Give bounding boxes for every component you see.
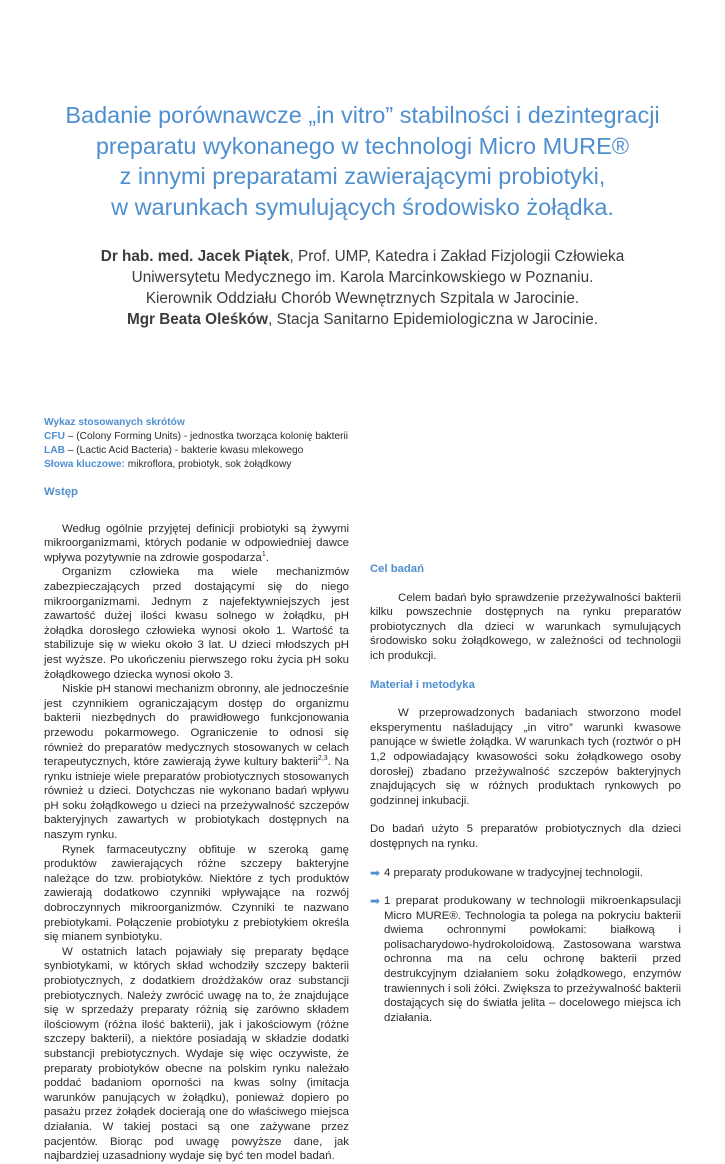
- author1-line: [20, 246, 705, 267]
- bullet-item: [370, 866, 681, 881]
- intro-p1-text: Według ogólnie przyjętej definicji probiotyki są żywymi mikroorganizmami, których podanie w odpowiedniej dawce wpływa pozytywnie na zdrowie gospodarza: [44, 522, 349, 564]
- intro-p3-ref: 2,3: [317, 755, 328, 763]
- author2-name: Mgr Beata Oleśków: [126, 311, 269, 328]
- author1-name: Dr hab. med. Jacek Piątek: [100, 248, 290, 265]
- affiliation-line-2: Uniwersytetu Medycznego im. Karola Marcinkowskiego w Poznaniu.: [131, 269, 594, 286]
- bullet-text: 4 preparaty produkowane w tradycyjnej technologii.: [384, 866, 643, 879]
- section-heading-intro: Wstęp: [44, 486, 78, 498]
- authors-block: [20, 246, 705, 330]
- intro-paragraph-4: Rynek farmaceutyczny obfituje w szeroką gamę produktów zawierających różne szczepy bakteryjne należące do tzw. probiotyków. Niektóre z tych produktów zawierają dodatkowo czynniki wpływające na rozwój dobroczynnych mikroorganizmów. Czynniki te nazwano prebiotykami. Połączenie probiotyku z prebiotykiem określa się mianem synbiotyku.: [44, 843, 349, 944]
- methods-paragraph-1: W przeprowadzonych badaniach stworzono model eksperymentu naśladujący „in vitro” warunki kwasowe panujące w świetle żołądka. W warunkach tych (roztwór o pH 1,2 odpowiadający kwasowości soku żołądkowego osoby dorosłej) zbadano przeżywalność szczepów bakteryjnych znajdujących się w różnych produktach rynkowych po godzinnej inkubacji.: [370, 707, 681, 807]
- article-title: [30, 100, 695, 222]
- intro-paragraph-3: [44, 682, 349, 843]
- author2-affiliation: , Stacja Sanitarno Epidemiologiczna w Jarocinie.: [268, 311, 599, 328]
- intro-paragraph-5: W ostatnich latach pojawiały się preparaty będące synbiotykami, w których skład wchodziły szczepy bakterii probiotycznych, z dodatkiem drożdżaków oraz substancji prebiotycznych. Należy zwrócić uwagę na to, że znajdujące się w sprzedaży preparaty różnią się zarówno składem ilościowym (różna ilość bakterii), jak i jakościowym (różne szczepy bakterii), a niektóre posiadają w składzie dodatki substancji prebiotycznych. Wydaje się więc oczywiste, że preparaty probiotyków obecne na polskim rynku należało poddać badaniom oporności na kwas solny (imitacja warunków panujących w żołądku), ponieważ dopiero po pasażu przez żołądek docierają one do właściwego miejsca działania. W takiej postaci są one zażywane przez pacjentów. Biorąc pod uwagę powyższe dane, jak najbardziej uzasadniony wydaje się być ten model badań.: [44, 945, 349, 1163]
- aim-paragraph: Celem badań było sprawdzenie przeżywalności bakterii kilku powszechnie dostępnych na rynku preparatów probiotycznych dla dzieci w warunkach symulujących środowisko soku żołądkowego, w zależności od technologii ich produkcji.: [370, 591, 681, 662]
- intro-paragraph-1: [44, 522, 349, 566]
- affiliation-line-3: Kierownik Oddziału Chorób Wewnętrznych Szpitala w Jarocinie.: [145, 290, 580, 307]
- intro-paragraph-2: Organizm człowieka ma wiele mechanizmów zabezpieczających przed dostającymi się do niego mikroorganizmami. Jednym z najefektywniejszych jest zawartość dużej ilości kwasu solnego w żołądku, pH żołądka dorosłego człowieka wynosi około 1. Wartość ta stabilizuje się w wieku około 3 lat. U dzieci młodszych pH jest wyższe. Po ukończeniu pierwszego roku życia pH soku żołądkowego dziecka wynosi około 3.: [44, 566, 349, 681]
- keywords-desc: mikroflora, probiotyk, sok żołądkowy: [124, 459, 292, 470]
- title-line: Badanie porównawcze „in vitro” stabilności i dezintegracji: [65, 102, 660, 128]
- abbreviation-item: [44, 444, 349, 458]
- section-heading-methods: Materiał i metodyka: [370, 678, 475, 691]
- section-heading-aim: Cel badań: [370, 563, 424, 575]
- abbreviation-desc: – (Colony Forming Units) - jednostka tworząca kolonię bakterii: [64, 431, 349, 442]
- intro-p1-ref: 1: [261, 550, 266, 558]
- intro-p3-text-b: . Na rynku istnieje wiele preparatów probiotycznych stosowanych również u dzieci. Dotychczas nie wykonano badań wpływu pH soku żołądkowego u dzieci na przeżywalność szczepów bakteryjnych zawartych w probiotykach dostępnych na naszym rynku.: [44, 756, 350, 842]
- title-line: z innymi preparatami zawierającymi probiotyki,: [119, 163, 606, 189]
- bullet-text: 1 preparat produkowany w technologii mikroenkapsulacji Micro MURE®. Technologia ta polega na pokryciu bakterii dwiema ochronnymi powłokami: białkową i polisacharydowo-hydrokoloidową. Zastosowana warstwa ochronna ma na celu ochronę bakterii przed destrukcyjnym działaniem soku żołądkowego, enzymów trawiennych i soli żółci. Zwiększa to przeżywalność bakterii dostających się do światła jelita – docelowego miejsca ich działania.: [384, 895, 681, 1024]
- abbreviation-item: [44, 430, 349, 444]
- author2-line: [20, 309, 705, 330]
- bullet-item: [370, 894, 681, 1025]
- methods-paragraph-2: Do badań użyto 5 preparatów probiotycznych dla dzieci dostępnych na rynku.: [370, 823, 681, 850]
- left-column: [44, 416, 349, 1164]
- intro-p1-end: .: [265, 551, 269, 564]
- abbreviations-heading: Wykaz stosowanych skrótów: [44, 417, 185, 428]
- author1-affiliation: , Prof. UMP, Katedra i Zakład Fizjologii Człowieka: [289, 248, 625, 265]
- arrow-right-icon: ➡: [370, 865, 381, 880]
- arrow-right-icon: ➡: [370, 894, 381, 909]
- intro-p3-text-a: Niskie pH stanowi mechanizm obronny, ale jednocześnie jest czynnikiem ograniczającym dostęp do organizmu bakterii niezbędnych do prawidłowego funkcjonowania przewodu pokarmowego. Ograniczenie to odnosi się również do preparatów medycznych stosowanych w celach terapeutycznych, które zawierają żywe kultury bakterii: [44, 683, 349, 769]
- title-line: preparatu wykonanego w technologi Micro MURE®: [95, 132, 630, 159]
- right-column: [370, 416, 681, 1025]
- abbreviation-term: LAB: [44, 445, 65, 456]
- abbreviation-desc: – (Lactic Acid Bacteria) - bakterie kwasu mlekowego: [64, 445, 304, 456]
- keywords-line: [44, 458, 349, 472]
- abbreviation-term: CFU: [44, 431, 65, 442]
- keywords-term: Słowa kluczowe:: [44, 459, 125, 470]
- title-line: w warunkach symulujących środowisko żołądka.: [111, 193, 614, 220]
